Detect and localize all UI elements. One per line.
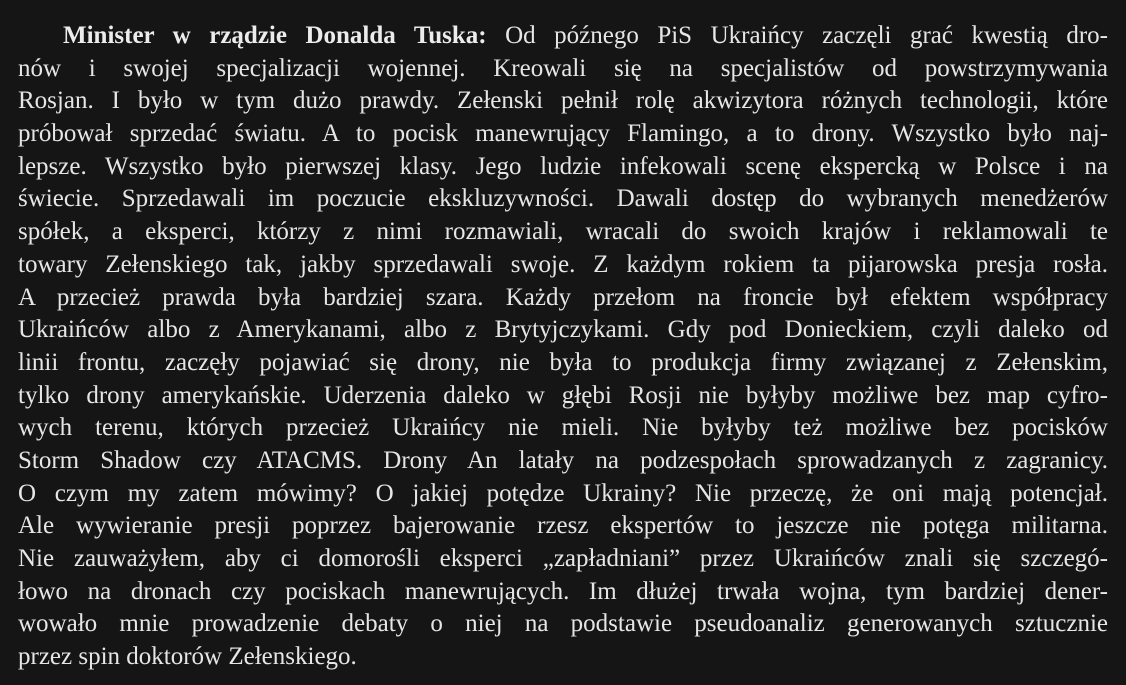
text-line-2: nów i swojej specjalizacji wojennej. Kreowali się na specjalistów od powstrzymywania	[18, 54, 1108, 82]
text-line-12: tylko drony amerykańskie. Uderzenia daleko w głębi Rosji nie byłyby możliwe bez map cyfro-	[18, 381, 1108, 409]
text-line-4: próbował sprzedać światu. A to pocisk manewrujący Flamingo, a to drony. Wszystko było naj-	[18, 120, 1108, 148]
text-line-8: towary Zełenskiego tak, jakby sprzedawali swoje. Z każdym rokiem ta pijarowska presja rosła.	[18, 250, 1108, 278]
text-line-13: wych terenu, których przecież Ukraińcy nie mieli. Nie byłyby też możliwe bez pocisków	[18, 414, 1108, 442]
text-line-1	[18, 20, 1108, 53]
text-line-20: przez spin doktorów Zełenskiego.	[18, 643, 357, 671]
text-line-14: Storm Shadow czy ATACMS. Drony An latały na podzespołach sprowadzanych z zagranicy.	[18, 446, 1108, 474]
text-line-1-content: Od późnego PiS Ukraińcy zaczęli grać kwestią dro-	[486, 22, 1108, 49]
text-line-18: łowo na dronach czy pociskach manewrujących. Im dłużej trwała wojna, tym bardziej dener-	[18, 577, 1108, 605]
text-line-7: spółek, a eksperci, którzy z nimi rozmawiali, wracali do swoich krajów i reklamowali te	[18, 218, 1108, 246]
text-line-9: A przecież prawda była bardziej szara. Każdy przełom na froncie był efektem współpracy	[18, 283, 1108, 311]
text-line-15: O czym my zatem mówimy? O jakiej potędze Ukrainy? Nie przeczę, że oni mają potencjał.	[18, 479, 1108, 507]
article-paragraph	[18, 20, 1108, 674]
text-line-16: Ale wywieranie presji poprzez bajerowanie rzesz ekspertów to jeszcze nie potęga militarna.	[18, 512, 1108, 540]
text-line-19: wowało mnie prowadzenie debaty o niej na podstawie pseudoanaliz generowanych sztucznie	[18, 610, 1108, 638]
text-line-10: Ukraińców albo z Amerykanami, albo z Brytyjczykami. Gdy pod Donieckiem, czyli daleko od	[18, 316, 1108, 344]
text-line-3: Rosjan. I było w tym dużo prawdy. Zełenski pełnił rolę akwizytora różnych technologii, które	[18, 87, 1108, 115]
text-line-6: świecie. Sprzedawali im poczucie ekskluzywności. Dawali dostęp do wybranych menedżerów	[18, 185, 1108, 213]
text-line-17: Nie zauważyłem, aby ci domorośli eksperci „zapładniani” przez Ukraińców znali się szczegó-	[18, 545, 1108, 572]
text-line-11: linii frontu, zaczęły pojawiać się drony, nie była to produkcja firmy związanej z Zełenskim,	[18, 348, 1108, 376]
lead-speaker: Minister w rządzie Donalda Tuska:	[63, 22, 487, 49]
text-line-5: lepsze. Wszystko było pierwszej klasy. Jego ludzie infekowali scenę ekspercką w Polsce i na	[18, 152, 1108, 180]
